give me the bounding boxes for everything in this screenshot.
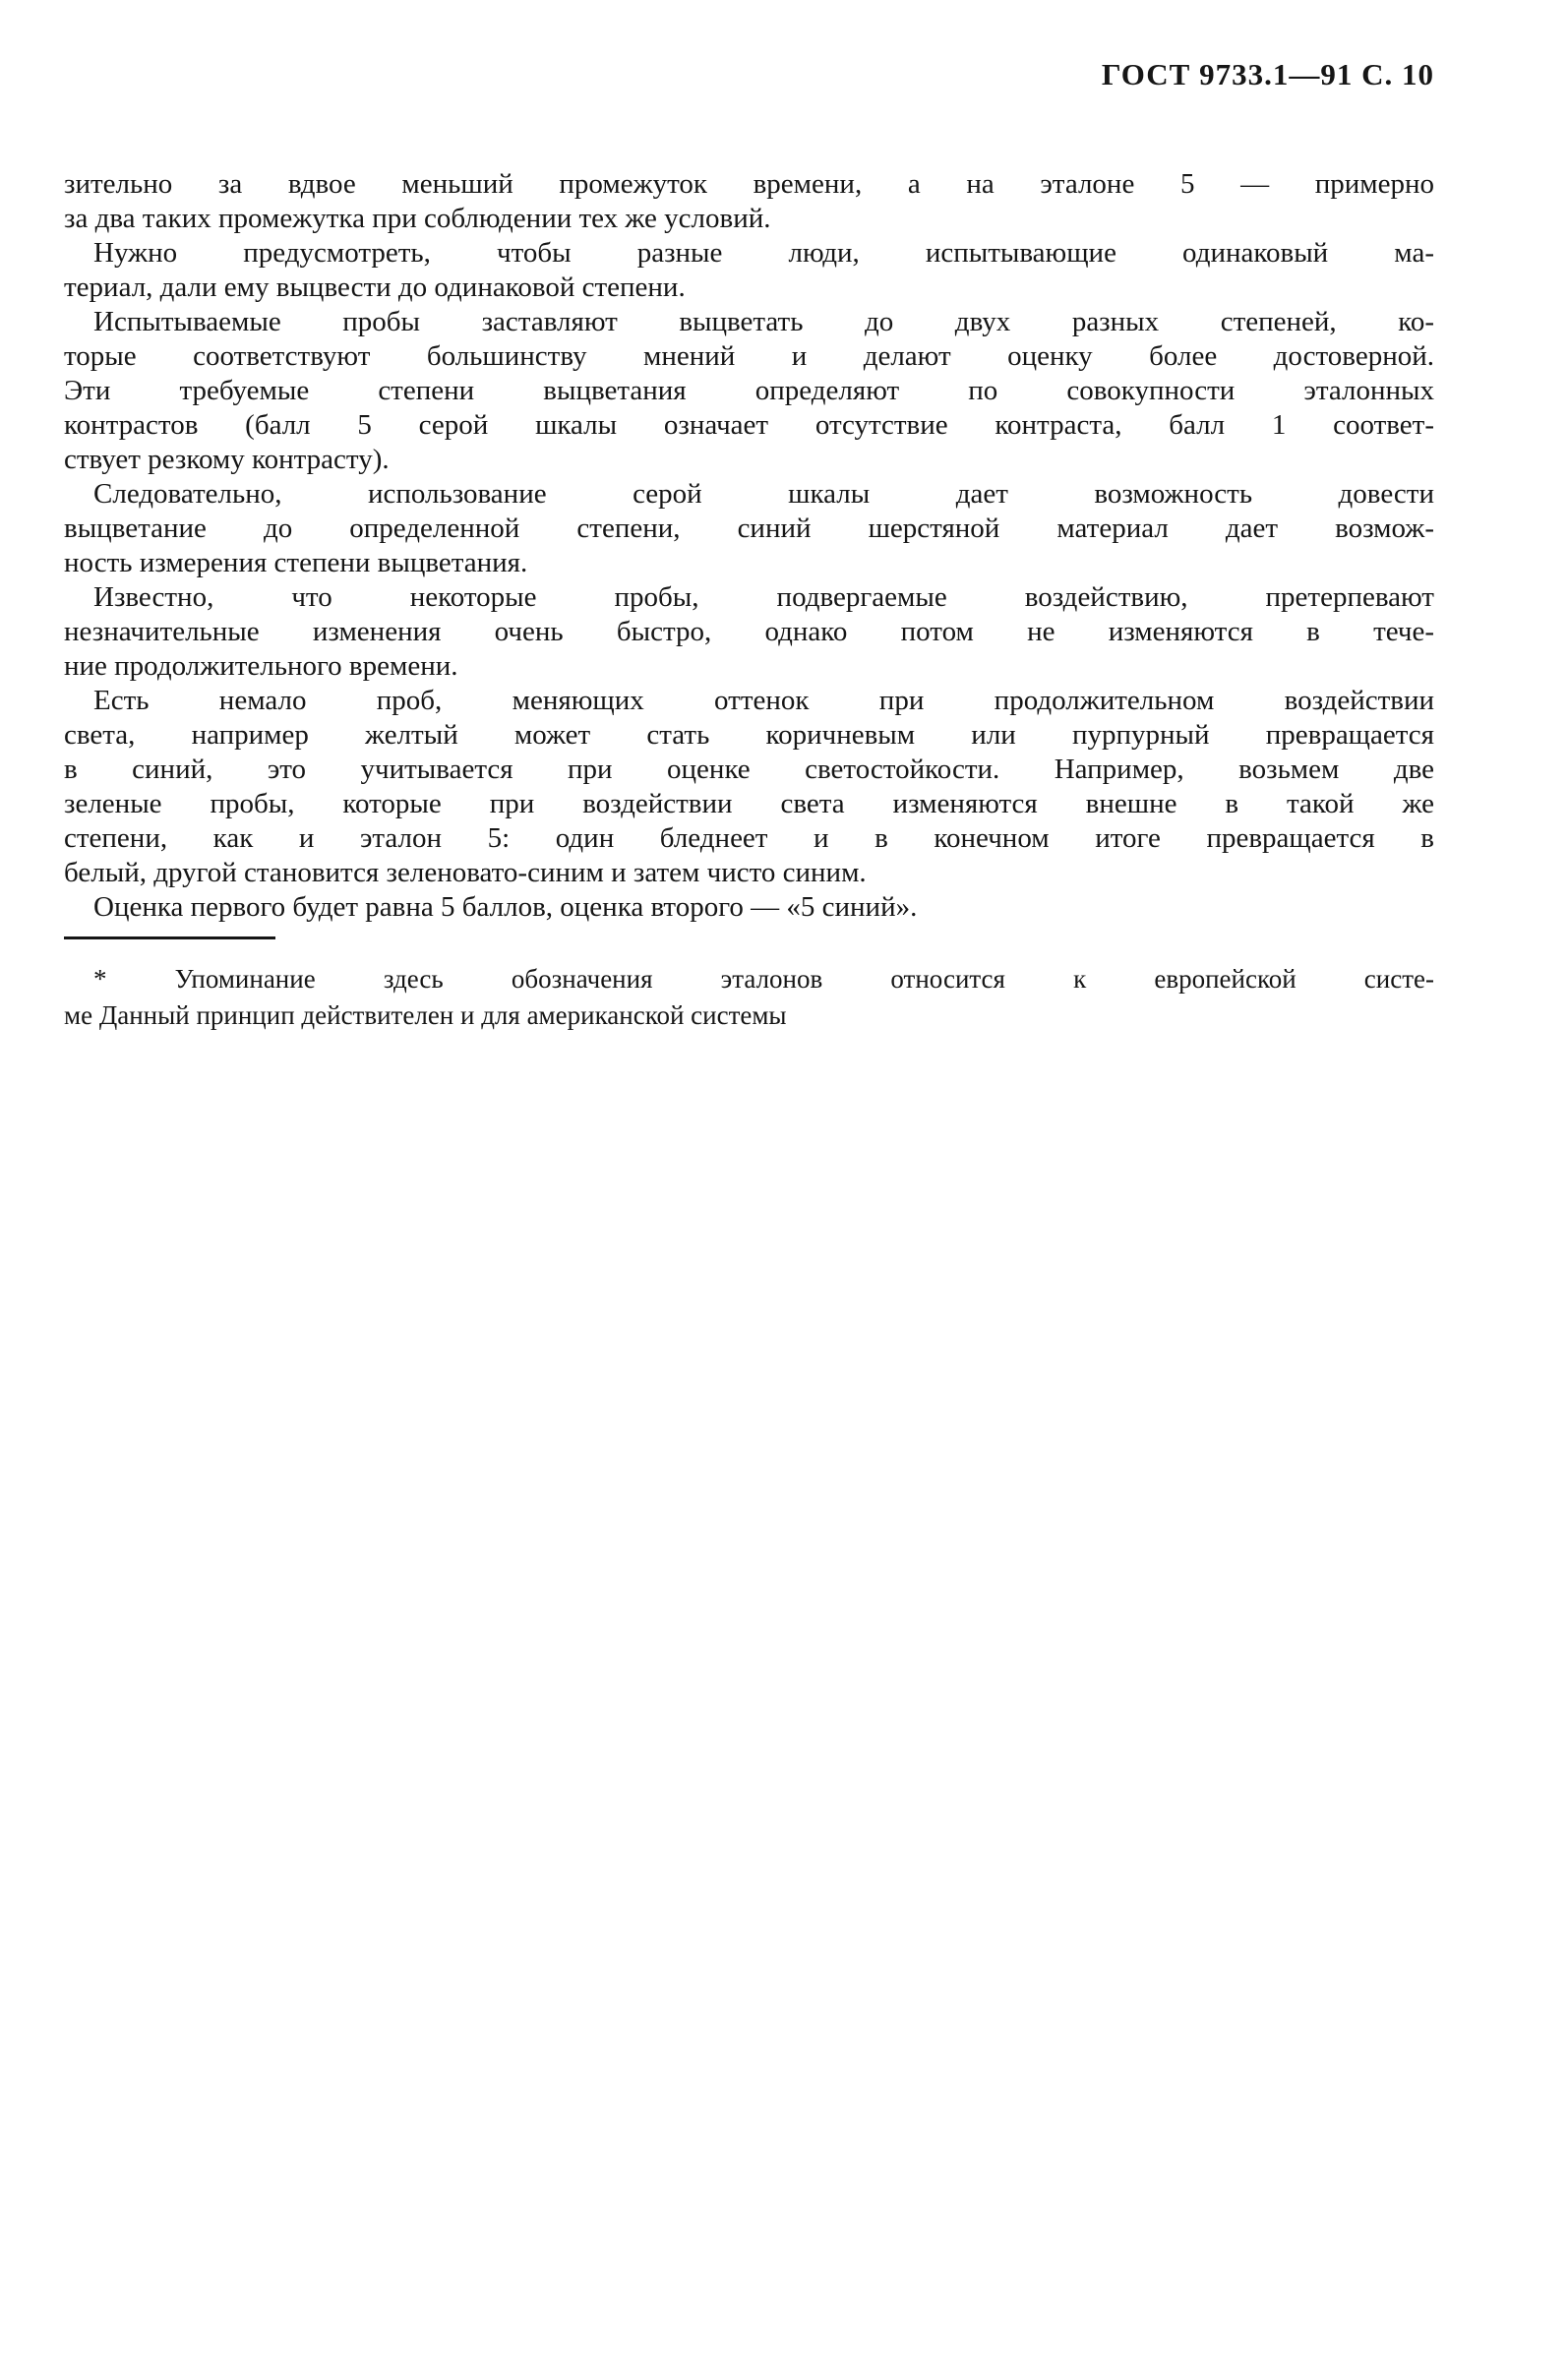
text-line: торые соответствуют большинству мнений и делают оценку более достоверной. (64, 340, 1434, 372)
footnote-separator (64, 936, 275, 939)
text-line: ствует резкому контрасту). (64, 444, 390, 475)
footnote-line: ме Данный принцип действителен и для американской системы (64, 1000, 787, 1030)
page-header (64, 57, 1434, 92)
text-line: степени, как и эталон 5: один бледнеет и в конечном итоге превращается в (64, 822, 1434, 854)
text-line: Известно, что некоторые пробы, подвергаемые воздействию, претерпевают (93, 581, 1434, 613)
text-line: териал, дали ему выцвести до одинаковой степени. (64, 272, 686, 303)
text-line: незначительные изменения очень быстро, однако потом не изменяются в тече- (64, 616, 1434, 647)
text-line: света, например желтый может стать коричневым или пурпурный превращается (64, 719, 1434, 751)
text-line: Испытываемые пробы заставляют выцветать до двух разных степеней, ко- (93, 306, 1434, 337)
text-line: Есть немало проб, меняющих оттенок при продолжительном воздействии (93, 685, 1434, 716)
text-line: Нужно предусмотреть, чтобы разные люди, испытывающие одинаковый ма- (93, 237, 1434, 269)
text-line: в синий, это учитывается при оценке светостойкости. Например, возьмем две (64, 754, 1434, 785)
doc-reference: ГОСТ 9733.1—91 С. 10 (1101, 57, 1434, 91)
text-line: за два таких промежутка при соблюдении тех же условий. (64, 203, 771, 234)
footnote-line: * Упоминание здесь обозначения эталонов относится к европейской систе- (93, 964, 1434, 994)
text-line: контрастов (балл 5 серой шкалы означает отсутствие контраста, балл 1 соответ- (64, 409, 1434, 441)
text-line: белый, другой становится зеленовато-синим и затем чисто синим. (64, 857, 867, 888)
text-line: Следовательно, использование серой шкалы дает возможность довести (93, 478, 1434, 510)
page-content (64, 57, 1434, 1034)
text-line: ние продолжительного времени. (64, 650, 458, 682)
text-line: зеленые пробы, которые при воздействии света изменяются внешне в такой же (64, 788, 1434, 819)
text-line: Эти требуемые степени выцветания определяют по совокупности эталонных (64, 375, 1434, 406)
footnote (64, 961, 1434, 1034)
text-line: ность измерения степени выцветания. (64, 547, 528, 578)
text-line: зительно за вдвое меньший промежуток времени, а на эталоне 5 — примерно (64, 168, 1434, 200)
body-text (64, 167, 1434, 925)
text-line: выцветание до определенной степени, синий шерстяной материал дает возмож- (64, 513, 1434, 544)
text-line: Оценка первого будет равна 5 баллов, оценка второго — «5 синий». (93, 891, 918, 923)
